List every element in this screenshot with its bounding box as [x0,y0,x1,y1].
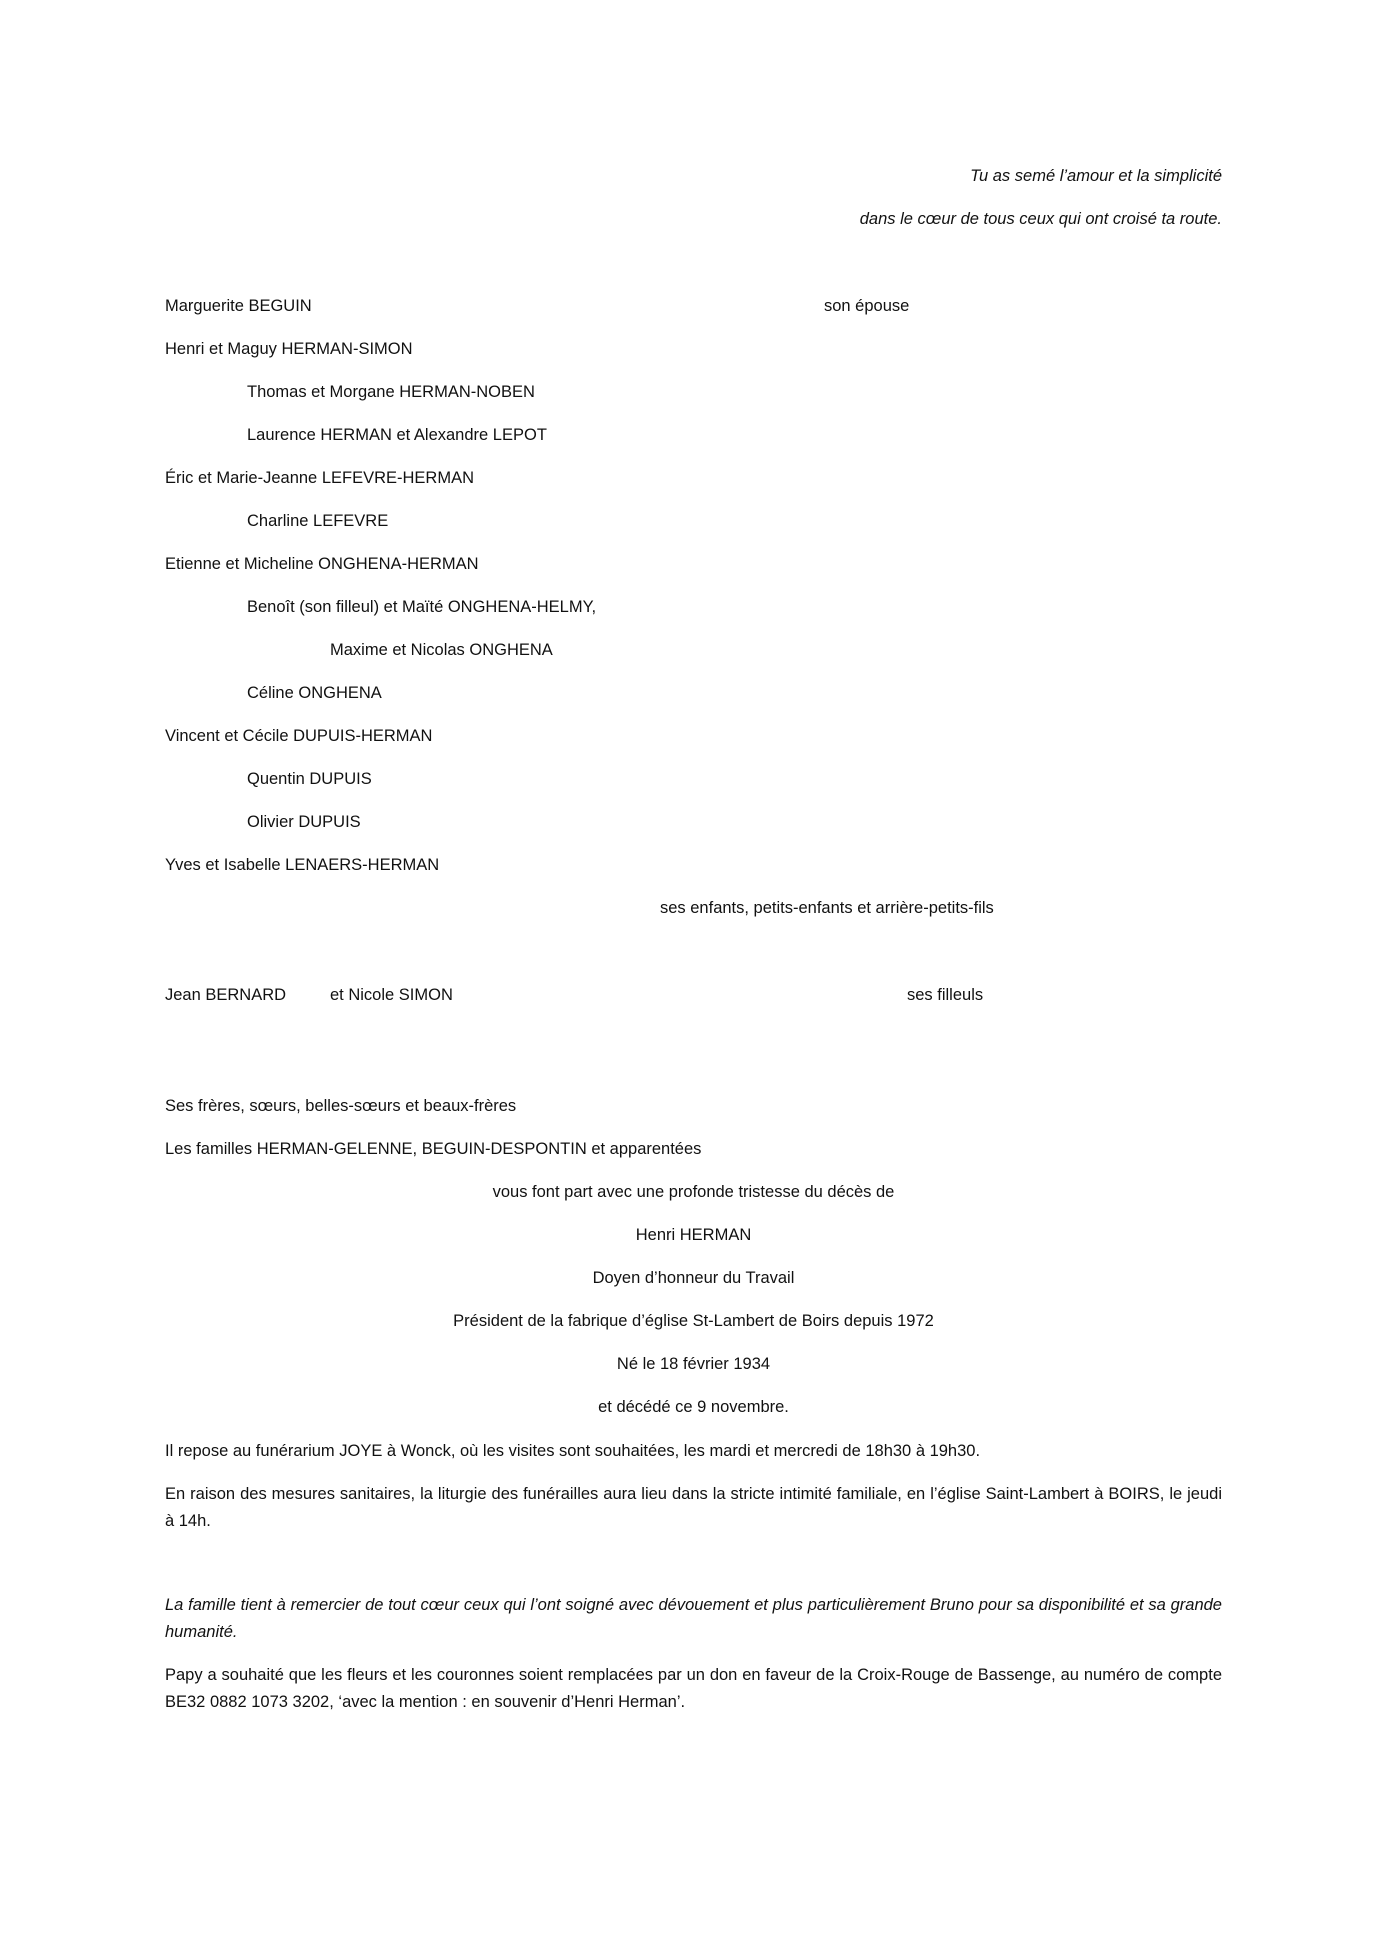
family-member: Vincent et Cécile DUPUIS-HERMAN [165,727,433,745]
family-member: Henri et Maguy HERMAN-SIMON [165,340,413,358]
family-member: Yves et Isabelle LENAERS-HERMAN [165,856,440,874]
spouse-name: Marguerite BEGUIN [165,297,312,315]
family-member: Charline LEFEVRE [247,512,389,530]
family-member: Benoît (son filleul) et Maïté ONGHENA-HELMY, [247,598,597,616]
relatives-line: Ses frères, sœurs, belles-sœurs et beaux-frères [165,1097,517,1115]
deceased-title-2: Président de la fabrique d’église St-Lambert de Boirs depuis 1972 [453,1312,934,1330]
deceased-name: Henri HERMAN [635,1226,752,1244]
epigraph-line-2: dans le cœur de tous ceux qui ont croisé ta route. [859,210,1222,228]
family-member: Maxime et Nicolas ONGHENA [330,641,553,659]
family-member: Céline ONGHENA [247,684,382,702]
donation-paragraph: Papy a souhaité que les fleurs et les couronnes soient remplacées par un don en faveur de la Croix-Rouge de Bassenge, au numéro de compte BE32 0882 1073 3202, ‘avec la mention : en souvenir d’Henri Herman’. [165,1666,1222,1711]
spouse-role: son épouse [824,297,910,315]
death-date: et décédé ce 9 novembre. [598,1398,789,1416]
birth-date: Né le 18 février 1934 [616,1355,771,1373]
relatives-line: Les familles HERMAN-GELENNE, BEGUIN-DESPONTIN et apparentées [165,1140,702,1158]
family-member: Éric et Marie-Jeanne LEFEVRE-HERMAN [165,469,475,487]
family-member: Quentin DUPUIS [247,770,372,788]
epigraph-line-1: Tu as semé l’amour et la simplicité [970,167,1222,185]
liturgy-paragraph: En raison des mesures sanitaires, la liturgie des funérailles aura lieu dans la stricte intimité familiale, en l’église Saint-Lambert à BOIRS, le jeudi à 14h. [165,1485,1222,1530]
children-role: ses enfants, petits-enfants et arrière-petits-fils [660,899,994,917]
family-member: Olivier DUPUIS [247,813,361,831]
visits-paragraph: Il repose au funérarium JOYE à Wonck, où les visites sont souhaitées, les mardi et mercredi de 18h30 à 19h30. [165,1442,981,1460]
announcement-intro: vous font part avec une profonde tristesse du décès de [492,1183,895,1201]
godchild-name-2: et Nicole SIMON [330,986,453,1004]
deceased-title-1: Doyen d’honneur du Travail [592,1269,795,1287]
family-member: Etienne et Micheline ONGHENA-HERMAN [165,555,479,573]
family-member: Thomas et Morgane HERMAN-NOBEN [247,383,535,401]
godchild-name-1: Jean BERNARD [165,986,287,1004]
thanks-paragraph: La famille tient à remercier de tout cœur ceux qui l’ont soigné avec dévouement et plus particulièrement Bruno pour sa disponibilité et sa grande humanité. [165,1596,1222,1641]
family-member: Laurence HERMAN et Alexandre LEPOT [247,426,547,444]
godchildren-role: ses filleuls [907,986,984,1004]
